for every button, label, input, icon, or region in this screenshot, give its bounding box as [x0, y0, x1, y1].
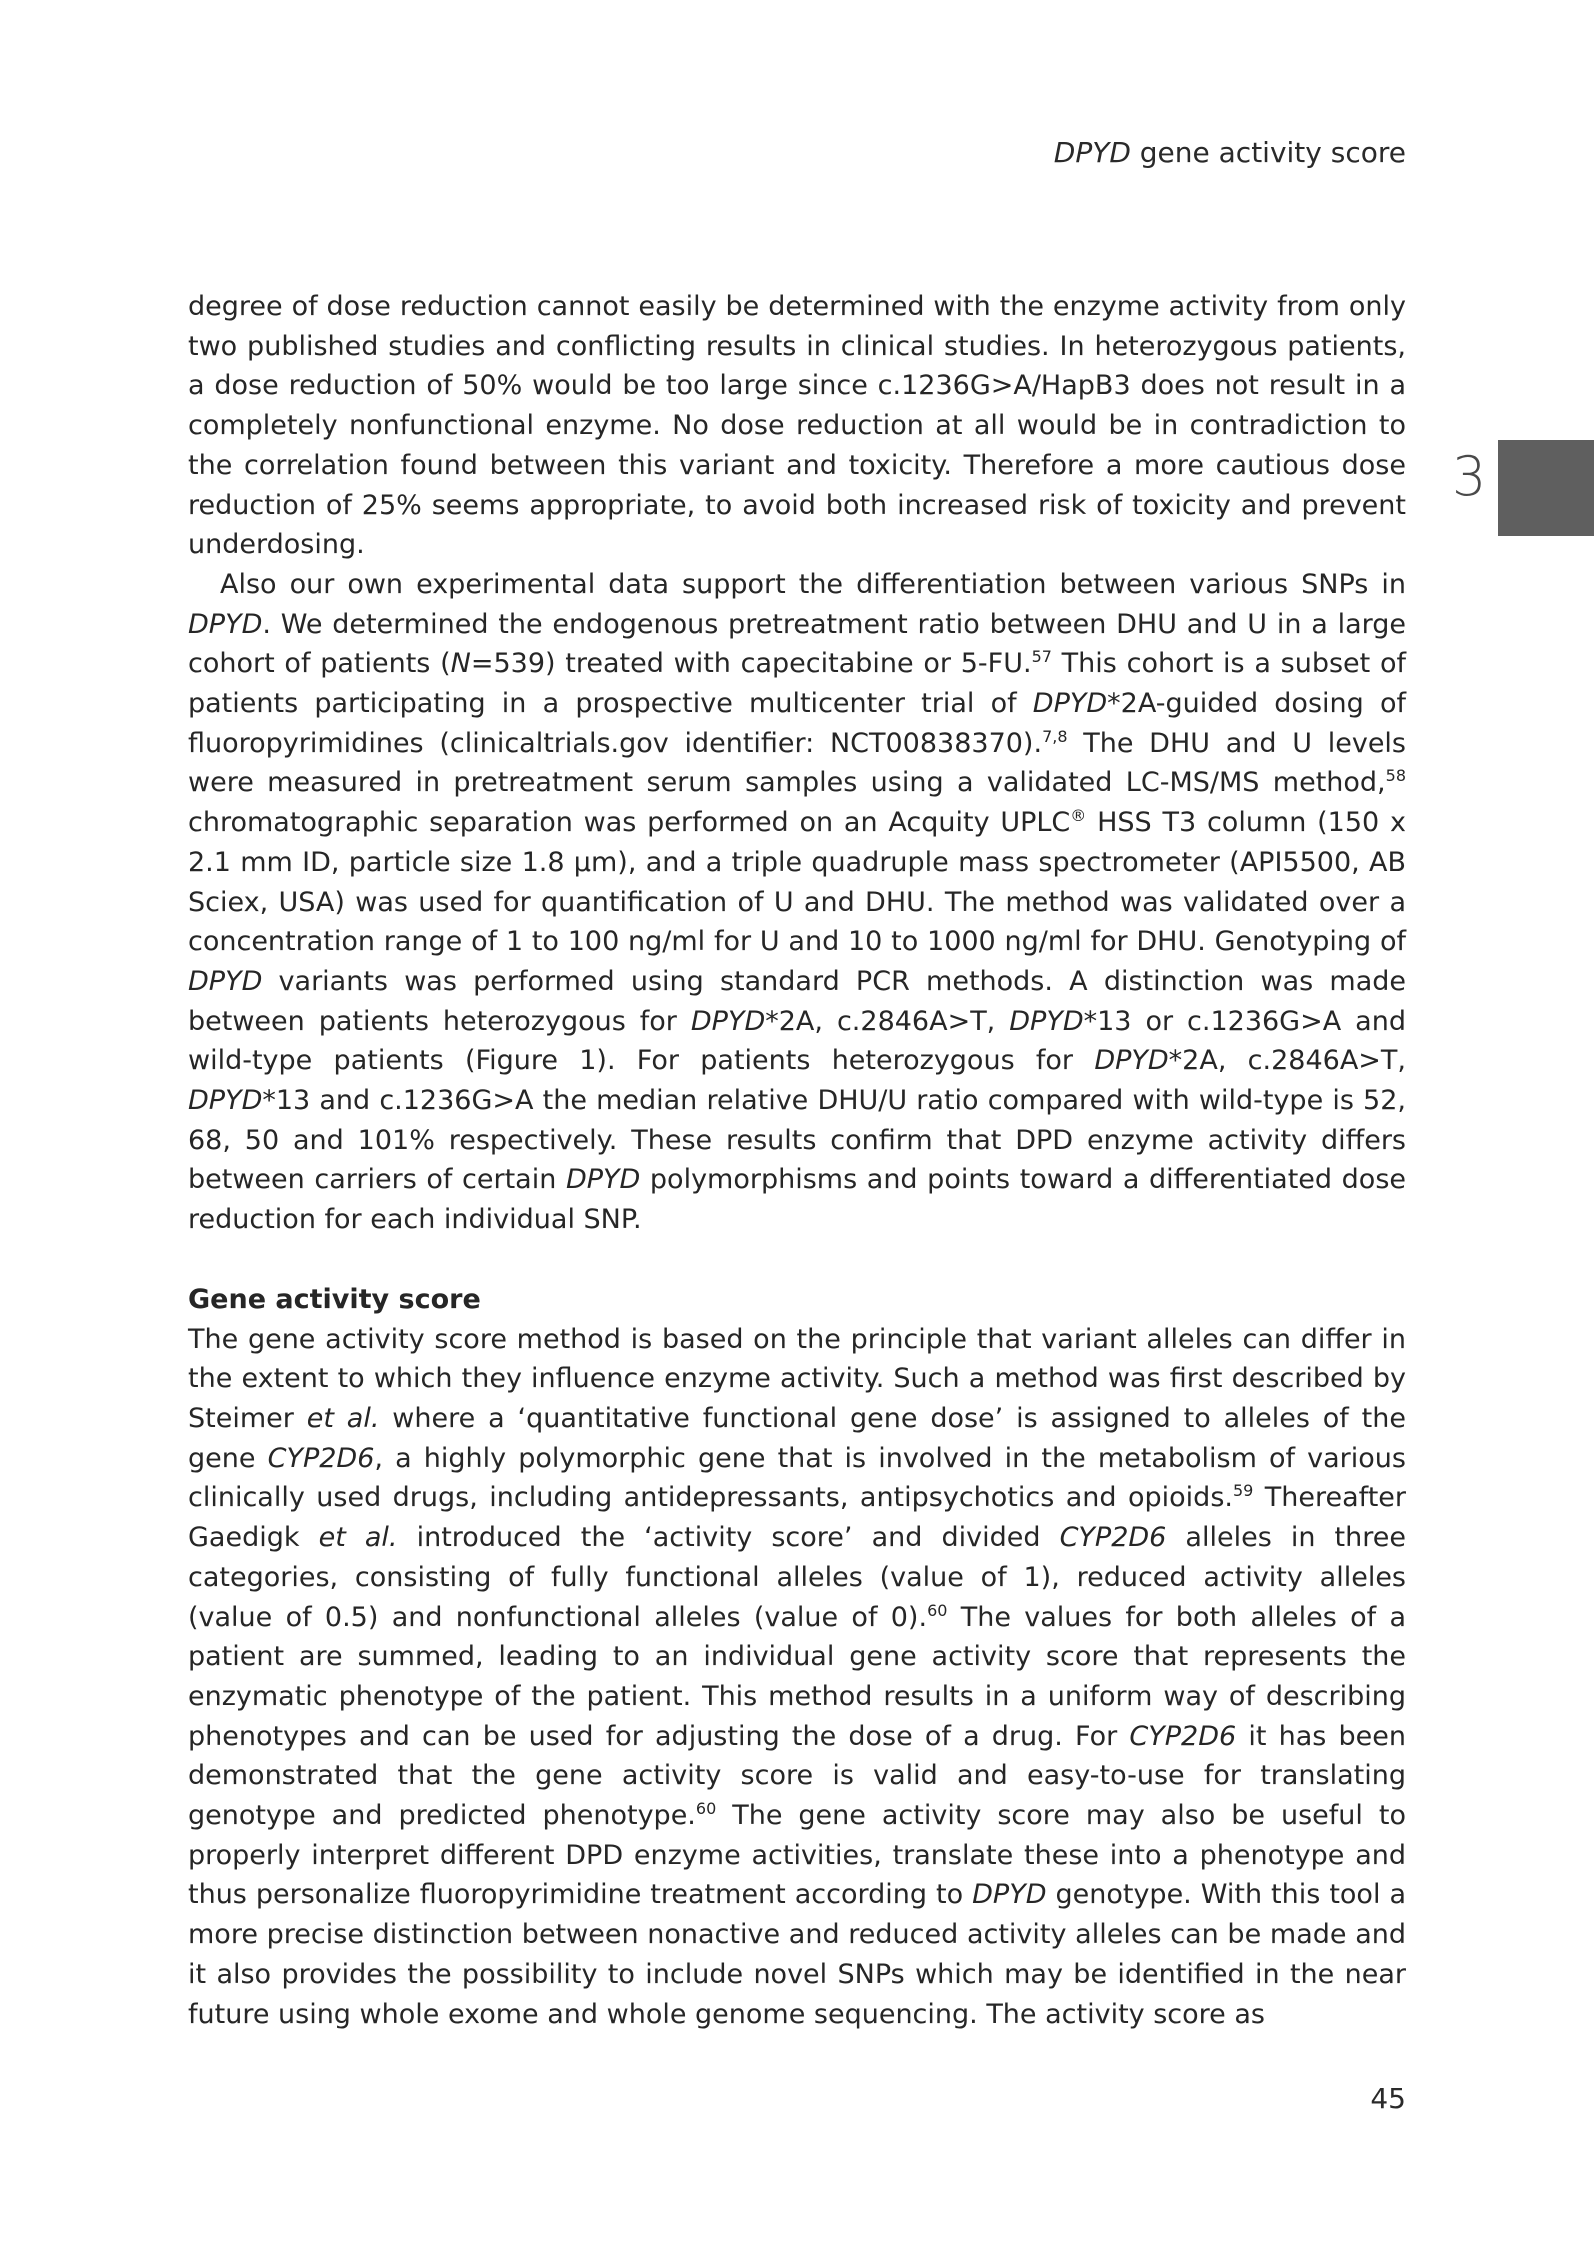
- reference-superscript: 59: [1232, 1481, 1254, 1501]
- italic-text: DPYD: [1032, 688, 1108, 720]
- paragraph-dose-reduction: [188, 287, 1406, 565]
- text-run: it has been demonstrated that the gene activity score is valid and easy-to-use for translating genotype and predicted phenotype.: [188, 1720, 1406, 1832]
- italic-text: DPYD: [188, 965, 263, 997]
- text-run: This cohort is a subset of patients participating in a prospective multicenter trial of: [188, 648, 1406, 720]
- text-run: The gene activity score may also be useful to properly interpret different DPD enzyme activities, translate these into a phenotype and thus personalize fluoropyrimidine treatment according to: [188, 1800, 1406, 1911]
- text-run: , a highly polymorphic gene that is involved in the metabolism of various clinically used drugs, including antidepressants, antipsychotics and opioids.: [188, 1442, 1406, 1514]
- text-run: introduced the ‘activity score’ and divided: [397, 1522, 1060, 1554]
- text-run: chromatographic separation was performed on an Acquity UPLC: [188, 807, 1071, 839]
- italic-text: DPYD: [188, 1085, 263, 1117]
- reference-superscript: 57: [1031, 647, 1052, 667]
- italic-text: N: [450, 648, 471, 680]
- running-header-title: gene activity score: [1130, 136, 1406, 169]
- text-run: where a ‘quantitative functional gene dose’ is assigned to alleles of the gene: [188, 1402, 1406, 1474]
- text-run: HSS T3 column (150 x 2.1 mm ID, particle size 1.8 µm), and a triple quadruple mass spectrometer (API5500, AB Sciex, USA) was used for quantification of U and DHU. The method was validated over a concentration range of 1 to 100 ng/ml for U and 10 to 1000 ng/ml for DHU. Genotyping of: [188, 807, 1406, 958]
- text-run: variants was performed using standard PCR methods. A distinction was made between patients heterozygous for: [188, 965, 1406, 1037]
- text-run: *2A, c.2846A>T,: [1168, 1045, 1406, 1077]
- section-heading-gene-activity-score: Gene activity score: [188, 1283, 481, 1315]
- text-run: =539) treated with capecitabine or 5-FU.: [470, 648, 1032, 680]
- text-run: *13 and c.1236G>A the median relative DHU/U ratio compared with wild-type is 52, 68, 50 and 101% respectively. These results confirm that DPD enzyme activity differs between carriers of certain: [188, 1085, 1406, 1196]
- text-run: The values for both alleles of a patient are summed, leading to an individual gene activity score that represents the enzymatic phenotype of the patient. This method results in a uniform way of describing phenotypes and can be used for adjusting the dose of a drug. For: [188, 1601, 1406, 1752]
- text-run: Thereafter Gaedigk: [188, 1482, 1406, 1554]
- reference-superscript: 7,8: [1042, 726, 1068, 746]
- text-run: polymorphisms and points toward a differentiated dose reduction for each individual SNP.: [188, 1164, 1406, 1236]
- text-run: . We determined the endogenous pretreatment ratio between DHU and U in a large cohort of patients (: [188, 608, 1406, 680]
- italic-text: DPYD: [972, 1879, 1047, 1911]
- body-text: [188, 287, 1406, 2034]
- running-header: [1054, 136, 1406, 169]
- reference-superscript: 60: [695, 1799, 717, 1819]
- italic-text: CYP2D6: [1129, 1720, 1237, 1752]
- text-run: *2A-guided dosing of fluoropyrimidines (clinicaltrials.gov identifier: NCT00838370).: [188, 688, 1406, 759]
- paragraph-gene-activity-score: [188, 1320, 1406, 2035]
- italic-text: DPYD: [1094, 1045, 1169, 1077]
- running-header-gene: DPYD: [1053, 136, 1131, 169]
- italic-text: et al.: [306, 1402, 380, 1434]
- text-run: The DHU and U levels were measured in pretreatment serum samples using a validated LC-MS/MS method,: [188, 727, 1406, 799]
- italic-text: DPYD: [1009, 1005, 1084, 1037]
- text-run: genotype. With this tool a more precise distinction between nonactive and reduced activity alleles can be made and it also provides the possibility to include novel SNPs which may be identified in the near future using whole exome and whole genome sequencing. The activity score as: [188, 1879, 1406, 2030]
- italic-text: DPYD: [565, 1164, 641, 1196]
- italic-text: DPYD: [188, 608, 263, 640]
- italic-text: CYP2D6: [267, 1442, 375, 1474]
- text-run: degree of dose reduction cannot easily be determined with the enzyme activity from only two published studies and conflicting results in clinical studies. In heterozygous patients, a dose reduction of 50% would be too large since c.1236G>A/HapB3 does not result in a completely nonfunctional enzyme. No dose reduction at all would be in contradiction to the correlation found between this variant and toxicity. Therefore a more cautious dose reduction of 25% seems appropriate, to avoid both increased risk of toxicity and prevent underdosing.: [188, 291, 1406, 561]
- reference-superscript: 58: [1385, 766, 1406, 786]
- text-run: alleles in three categories, consisting of fully functional alleles (value of 1), reduced activity alleles (value of 0.5) and nonfunctional alleles (value of 0).: [188, 1522, 1406, 1633]
- reference-superscript: 60: [927, 1600, 948, 1620]
- text-run: *2A, c.2846A>T,: [765, 1005, 1010, 1037]
- chapter-tab: [1498, 440, 1594, 536]
- paragraph-experimental-data: [188, 565, 1406, 1240]
- italic-text: DPYD: [690, 1005, 766, 1037]
- italic-text: CYP2D6: [1059, 1522, 1167, 1554]
- section-spacer: [188, 1240, 1406, 1280]
- text-run: The gene activity score method is based on the principle that variant alleles can differ in the extent to which they influence enzyme activity. Such a method was first described by Steimer: [188, 1323, 1406, 1434]
- italic-text: et al.: [318, 1522, 398, 1554]
- text-run: Also our own experimental data support the differentiation between various SNPs in: [220, 568, 1406, 600]
- text-run: *13 or c.1236G>A and wild-type patients (Figure 1). For patients heterozygous for: [188, 1005, 1406, 1077]
- page-number: 45: [1370, 2082, 1406, 2115]
- reference-superscript: ®: [1070, 806, 1087, 826]
- chapter-number: 3: [1452, 445, 1487, 508]
